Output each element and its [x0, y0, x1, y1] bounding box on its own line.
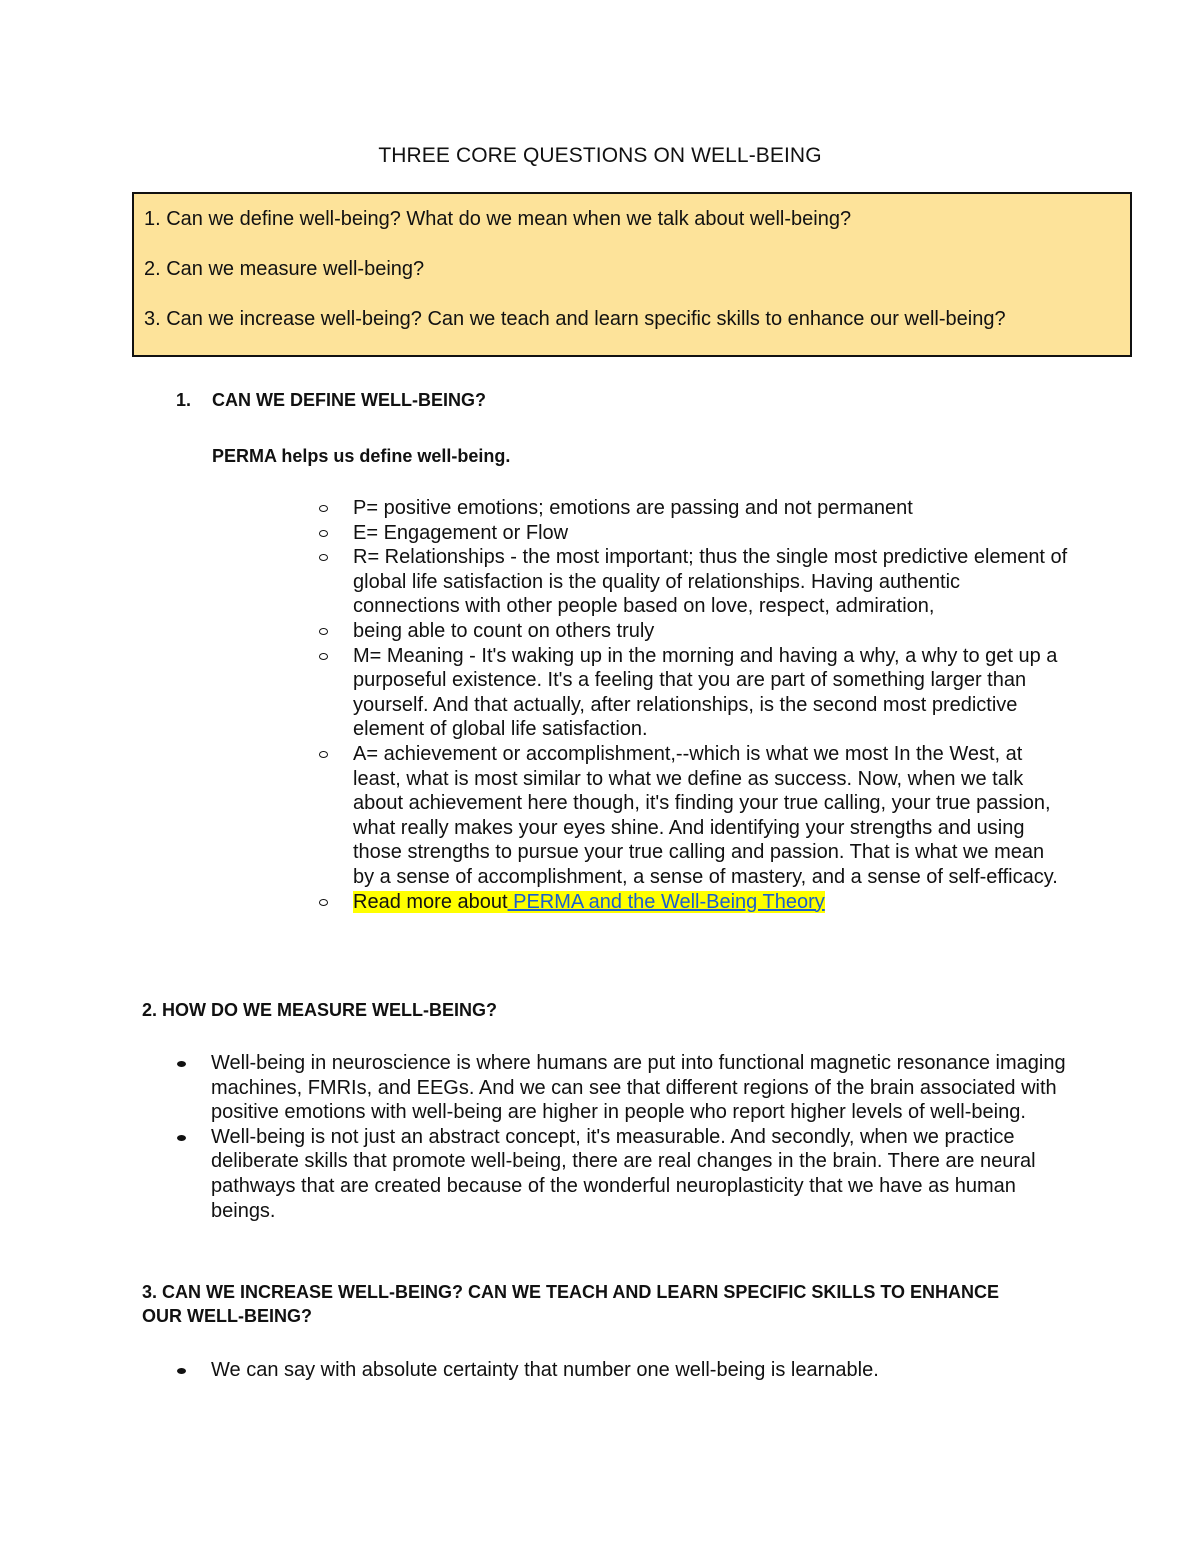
increase-list: [168, 1358, 1068, 1383]
perma-item-r: R= Relationships - the most important; thus the single most predictive element of global life satisfaction is the quality of relationships. Having authentic connections with other people based on love, respect, admiration,: [353, 546, 1068, 618]
section-1-number: 1.: [176, 390, 192, 410]
measure-item-neuroscience: Well-being in neuroscience is where humans are put into functional magnetic resonance imaging machines, FMRIs, and EEGs. And we can see that different regions of the brain associated with positive emotions with well-being are higher in people who report higher levels of well-being.: [211, 1052, 1066, 1124]
list-item: [310, 742, 1070, 890]
circle-bullet-icon: [319, 899, 328, 906]
question-3: 3. Can we increase well-being? Can we teach and learn specific skills to enhance our well-being?: [144, 308, 1006, 330]
list-item: [310, 545, 1070, 619]
question-2: 2. Can we measure well-being?: [144, 258, 425, 280]
perma-item-m: M= Meaning - It's waking up in the morning and having a why, a why to get up a purposeful existence. It's a feeling that you are part of something larger than yourself. And that actually, after relationships, is the second most predictive element of global life satisfaction.: [353, 644, 1058, 741]
section-2-heading: 2. HOW DO WE MEASURE WELL-BEING?: [142, 1000, 497, 1020]
list-item: [310, 644, 1070, 742]
section-1-heading: [176, 388, 486, 412]
perma-item-p: P= positive emotions; emotions are passing and not permanent: [353, 497, 913, 519]
perma-subheading: PERMA helps us define well-being.: [212, 446, 511, 466]
list-item: [310, 619, 1070, 644]
measure-list: [168, 1051, 1068, 1223]
read-more-prefix: Read more about: [353, 890, 508, 913]
question-1: 1. Can we define well-being? What do we mean when we talk about well-being?: [144, 208, 852, 230]
circle-bullet-icon: [319, 505, 328, 512]
list-item: [310, 496, 1070, 521]
perma-item-a: A= achievement or accomplishment,--which is what we most In the West, at least, what is most similar to what we define as success. Now, when we talk about achievement here though, it's finding your true calling, your true passion, what really makes your eyes shine. And identifying your strengths and using those strengths to pursue your true calling and passion. That is what we mean by a sense of accomplishment, a sense of mastery, and a sense of self-efficacy.: [353, 742, 1058, 888]
document-title: THREE CORE QUESTIONS ON WELL-BEING: [378, 144, 822, 167]
list-item: [168, 1358, 1068, 1383]
measure-item-measurable: Well-being is not just an abstract concept, it's measurable. And secondly, when we practice deliberate skills that promote well-being, there are real changes in the brain. There are neural pathways that are created because of the wonderful neuroplasticity that we have as human beings.: [211, 1125, 1036, 1222]
list-item: [168, 1051, 1068, 1125]
list-item: [310, 521, 1070, 546]
read-more-highlight: [353, 891, 825, 913]
disc-bullet-icon: [177, 1135, 186, 1141]
list-item: [168, 1125, 1068, 1223]
circle-bullet-icon: [319, 530, 328, 537]
perma-item-e: E= Engagement or Flow: [353, 521, 569, 544]
core-questions-box: [132, 192, 1132, 357]
perma-theory-link[interactable]: PERMA and the Well-Being Theory: [507, 890, 825, 913]
disc-bullet-icon: [177, 1061, 186, 1067]
disc-bullet-icon: [177, 1368, 186, 1374]
circle-bullet-icon: [319, 554, 328, 561]
increase-item-learnable: We can say with absolute certainty that number one well-being is learnable.: [211, 1359, 879, 1381]
section-3-heading: 3. CAN WE INCREASE WELL-BEING? CAN WE TEACH AND LEARN SPECIFIC SKILLS TO ENHANCE OUR WELL-BEING?: [142, 1282, 1000, 1326]
circle-bullet-icon: [319, 653, 328, 660]
perma-item-count-on-others: being able to count on others truly: [353, 619, 655, 642]
perma-list: [310, 496, 1070, 914]
circle-bullet-icon: [319, 628, 328, 635]
section-1-title: CAN WE DEFINE WELL-BEING?: [212, 390, 486, 410]
list-item: [310, 890, 1070, 915]
circle-bullet-icon: [319, 751, 328, 758]
